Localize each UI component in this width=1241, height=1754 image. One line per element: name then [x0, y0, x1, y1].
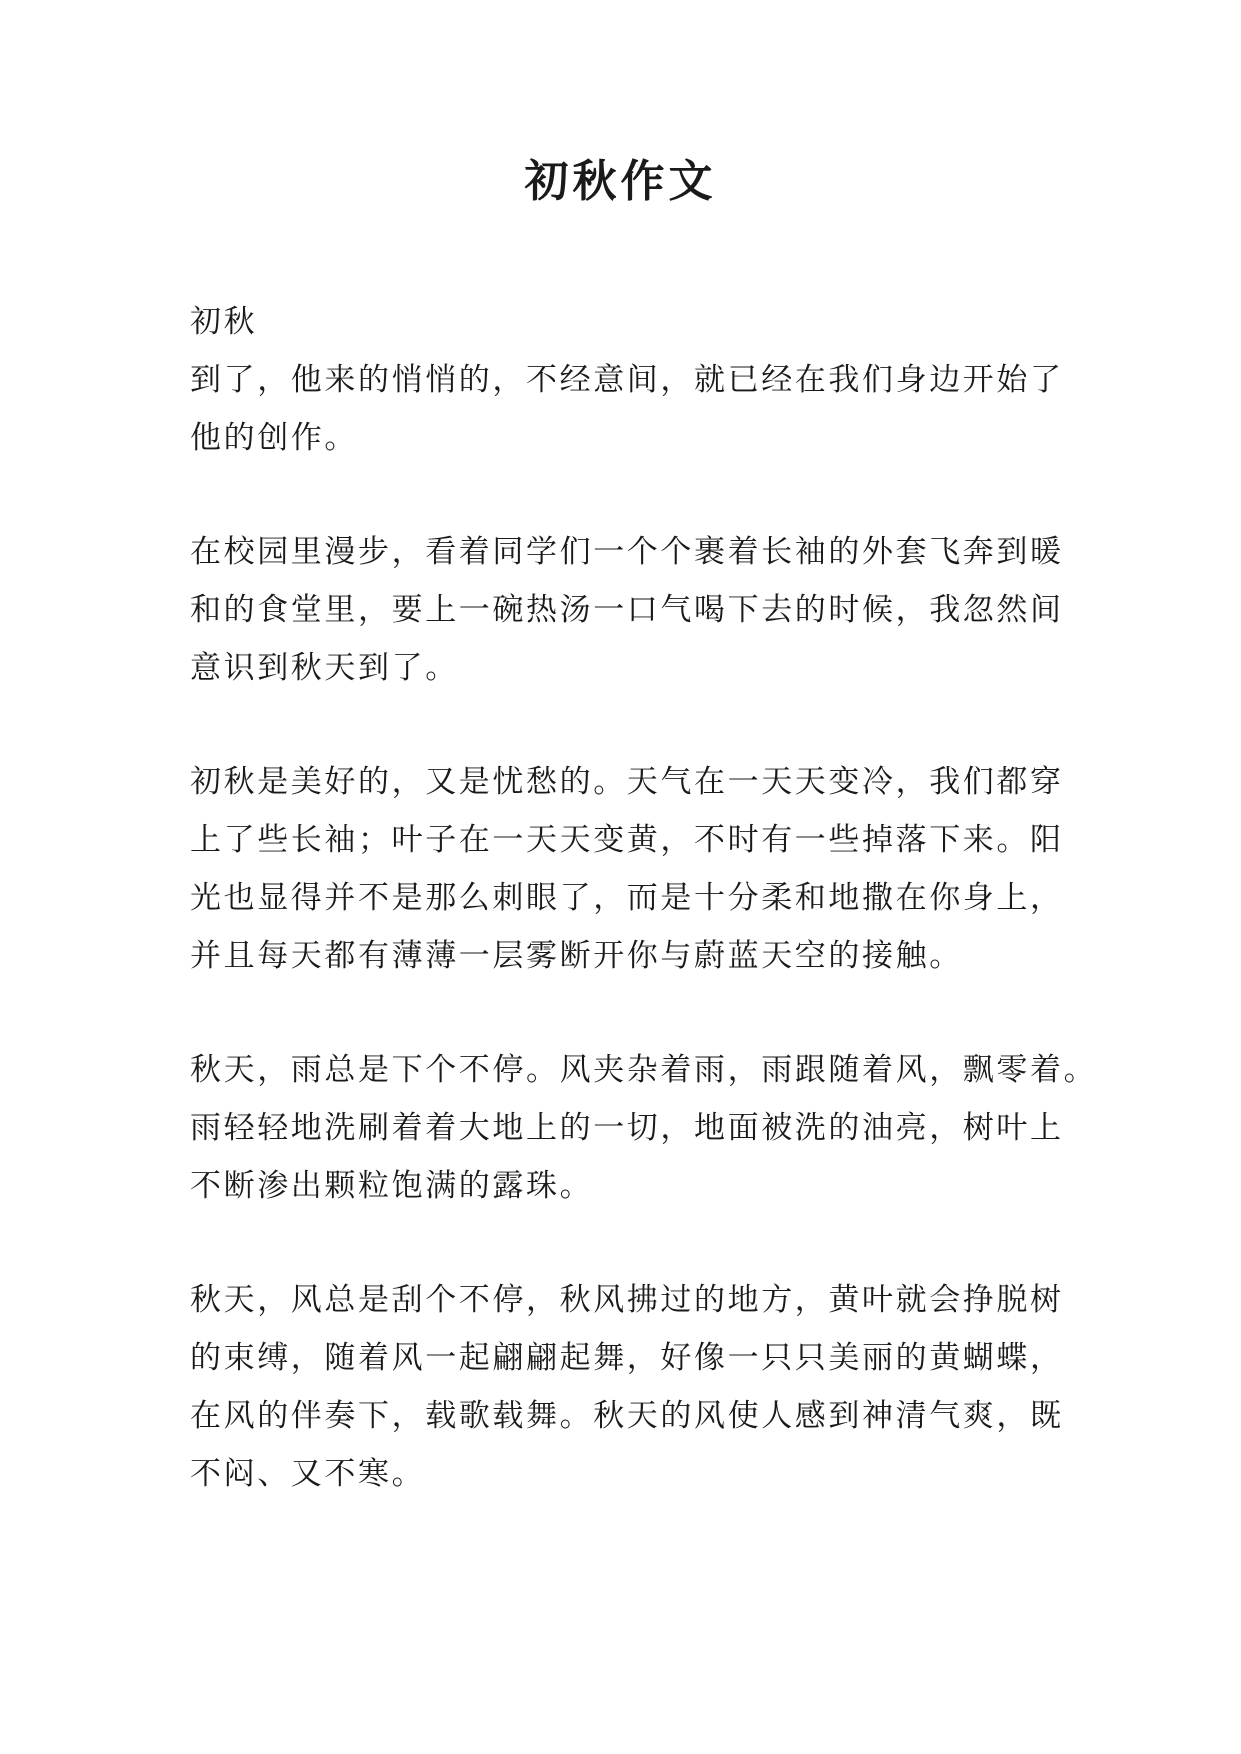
text-line: 不断渗出颗粒饱满的露珠。 [190, 1168, 594, 1204]
text-line: 和的食堂里，要上一碗热汤一口气喝下去的时候，我忽然间 [190, 592, 1064, 628]
text-line: 在风的伴奏下，载歌载舞。秋天的风使人感到神清气爽，既 [190, 1398, 1064, 1434]
text-line: 不闷、又不寒。 [190, 1456, 426, 1492]
text-line: 上了些长袖；叶子在一天天变黄，不时有一些掉落下来。阳 [190, 822, 1064, 858]
paragraph-3 [190, 753, 1064, 985]
paragraph-5 [190, 1271, 1064, 1503]
paragraph-1 [190, 293, 1064, 467]
text-line: 的束缚，随着风一起翩翩起舞，好像一只只美丽的黄蝴蝶， [190, 1340, 1064, 1376]
text-line: 到了，他来的悄悄的，不经意间，就已经在我们身边开始了 [190, 362, 1064, 398]
document-title: 初秋作文 [524, 156, 717, 207]
text-line: 初秋是美好的，又是忧愁的。天气在一天天变冷，我们都穿 [190, 764, 1064, 800]
text-line: 初秋 [190, 304, 258, 340]
text-line: 并且每天都有薄薄一层雾断开你与蔚蓝天空的接触。 [190, 938, 963, 974]
text-line: 在校园里漫步，看着同学们一个个裹着长袖的外套飞奔到暖 [190, 534, 1064, 570]
text-line: 他的创作。 [190, 420, 358, 456]
paragraph-2 [190, 523, 1064, 697]
text-line: 雨轻轻地洗刷着着大地上的一切，地面被洗的油亮，树叶上 [190, 1110, 1064, 1146]
essay-body [190, 293, 1098, 1559]
text-line: 秋天，雨总是下个不停。风夹杂着雨，雨跟随着风，飘零着。 [190, 1052, 1098, 1088]
text-line: 意识到秋天到了。 [190, 650, 459, 686]
text-line: 光也显得并不是那么刺眼了，而是十分柔和地撒在你身上， [190, 880, 1064, 916]
text-line: 秋天，风总是刮个不停，秋风拂过的地方，黄叶就会挣脱树 [190, 1282, 1064, 1318]
paragraph-4 [190, 1041, 1098, 1215]
